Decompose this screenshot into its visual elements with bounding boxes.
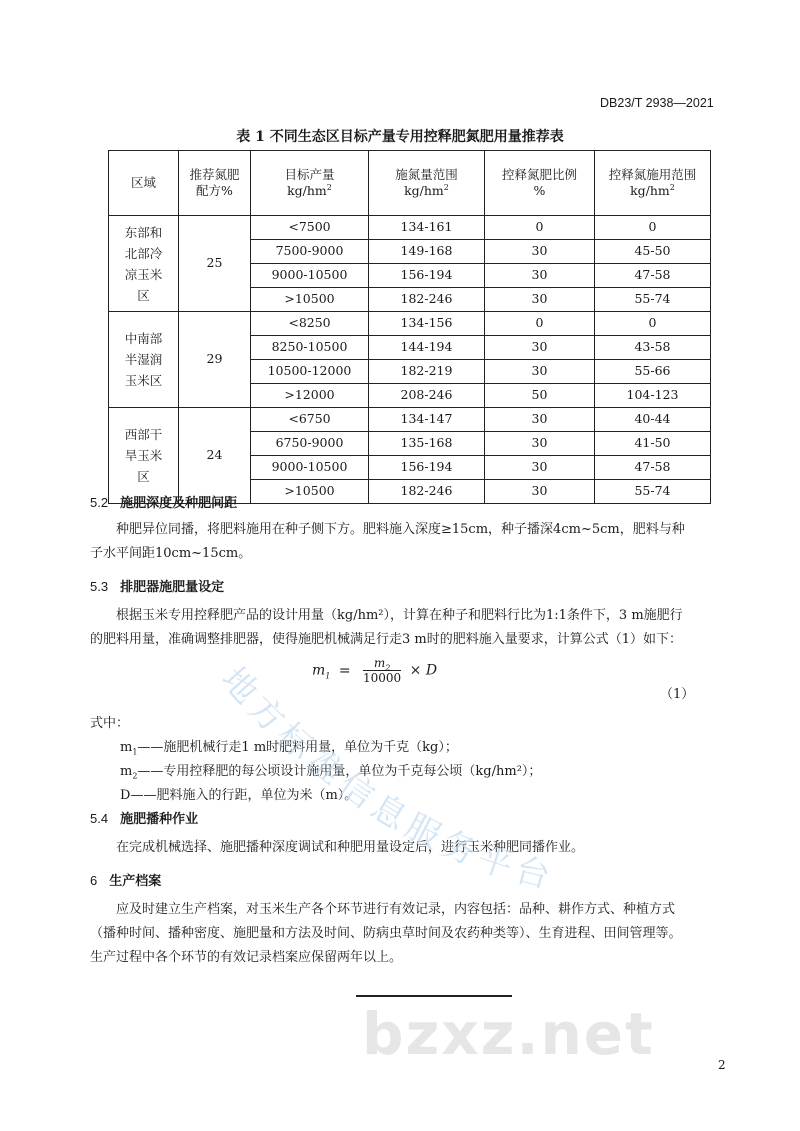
numerator-subscript: 2 bbox=[385, 663, 391, 673]
section-number: 5.4 bbox=[90, 811, 109, 826]
cell-release-range: 40-44 bbox=[595, 408, 711, 432]
paragraph-line: 根据玉米专用控释肥产品的设计用量（kg/hm²），计算在种子和肥料行比为1:1条件下，3 m施肥行 bbox=[116, 608, 683, 623]
header-target-unit: kg/hm bbox=[287, 183, 327, 198]
cell-target-yield: <7500 bbox=[251, 216, 369, 240]
header-range-unit: kg/hm bbox=[404, 183, 444, 198]
region-line: 半湿润 bbox=[124, 352, 163, 367]
cell-n-range: 149-168 bbox=[369, 240, 485, 264]
header-ratio-line1: 推荐氮肥 bbox=[189, 166, 240, 182]
document-code: DB23/T 2938—2021 bbox=[600, 96, 714, 110]
cell-release-range: 45-50 bbox=[595, 240, 711, 264]
section-title: 生产档案 bbox=[109, 873, 162, 888]
cell-release-range: 47-58 bbox=[595, 264, 711, 288]
page-number: 2 bbox=[718, 1058, 726, 1072]
cell-ratio: 29 bbox=[179, 312, 251, 408]
region-line: 中南部 bbox=[124, 331, 163, 346]
cell-release-ratio: 30 bbox=[485, 336, 595, 360]
header-ratio-line2: 配方% bbox=[196, 183, 233, 198]
paragraph-line: 应及时建立生产档案，对玉米生产各个环节进行有效记录，内容包括：品种、耕作方式、种植方式 bbox=[116, 902, 676, 917]
cell-n-range: 182-219 bbox=[369, 360, 485, 384]
cell-release-ratio: 30 bbox=[485, 240, 595, 264]
formula-equals: = bbox=[338, 662, 351, 679]
definition-text: ——肥料施入的行距，单位为米（m）。 bbox=[130, 788, 358, 803]
table-title: 表 1 不同生态区目标产量专用控释肥氮肥用量推荐表 bbox=[236, 129, 564, 145]
end-rule bbox=[356, 995, 512, 997]
definition-text: ——专用控释肥的每公顷设计施用量，单位为千克每公顷（kg/hm²）； bbox=[137, 764, 542, 779]
cell-ratio: 25 bbox=[179, 216, 251, 312]
paragraph-line: 在完成机械选择、施肥播种深度调试和种肥用量设定后，进行玉米种肥同播作业。 bbox=[116, 840, 585, 855]
cell-n-range: 134-156 bbox=[369, 312, 485, 336]
cell-release-ratio: 30 bbox=[485, 288, 595, 312]
paragraph-line: 种肥异位同播，将肥料施用在种子侧下方。肥料施入深度≥15cm，种子播深4cm~5cm，肥料与种 bbox=[116, 522, 685, 537]
formula-times-d: × D bbox=[409, 662, 438, 679]
table-row bbox=[109, 216, 711, 240]
cell-n-range: 182-246 bbox=[369, 480, 485, 504]
header-release-range-unit: kg/hm bbox=[630, 183, 670, 198]
cell-n-range: 182-246 bbox=[369, 288, 485, 312]
cell-target-yield: >10500 bbox=[251, 480, 369, 504]
region-line: 西部干 bbox=[124, 427, 163, 442]
cell-n-range: 134-161 bbox=[369, 216, 485, 240]
section-title: 施肥深度及种肥间距 bbox=[120, 495, 238, 510]
header-range-line1: 施氮量范围 bbox=[395, 166, 458, 182]
cell-n-range: 156-194 bbox=[369, 264, 485, 288]
section-6-heading bbox=[90, 870, 161, 889]
cell-target-yield: 10500-12000 bbox=[251, 360, 369, 384]
cell-release-range: 55-74 bbox=[595, 480, 711, 504]
cell-release-range: 41-50 bbox=[595, 432, 711, 456]
superscript-2: 2 bbox=[443, 182, 449, 192]
table-row bbox=[109, 312, 711, 336]
cell-region bbox=[109, 216, 179, 312]
cell-n-range: 135-168 bbox=[369, 432, 485, 456]
header-target-yield bbox=[251, 151, 369, 216]
watermark-arc-text: 地方标准信息服务平台 bbox=[213, 660, 560, 899]
region-line: 区 bbox=[137, 469, 150, 484]
where-label: 式中： bbox=[90, 716, 130, 731]
region-line: 凉玉米 bbox=[124, 266, 163, 282]
cell-n-range: 208-246 bbox=[369, 384, 485, 408]
section-title: 施肥播种作业 bbox=[120, 811, 199, 826]
region-line: 东部和 bbox=[124, 224, 163, 240]
cell-target-yield: 8250-10500 bbox=[251, 336, 369, 360]
cell-release-range: 43-58 bbox=[595, 336, 711, 360]
formula-lhs-subscript: 1 bbox=[325, 671, 331, 681]
section-5-2-paragraph bbox=[90, 518, 722, 566]
superscript-2: 2 bbox=[326, 182, 332, 192]
paragraph-line: 子水平间距10cm~15cm。 bbox=[90, 546, 252, 561]
cell-release-range: 104-123 bbox=[595, 384, 711, 408]
cell-release-ratio: 0 bbox=[485, 216, 595, 240]
section-number: 5.2 bbox=[90, 495, 109, 510]
paragraph-line: 的肥料用量，准确调整排肥器，使得施肥机械满足行走3 m时的肥料施入量要求，计算公式（1）如下： bbox=[90, 632, 683, 647]
region-line: 旱玉米 bbox=[124, 448, 163, 463]
watermark-arc bbox=[200, 660, 660, 920]
header-release-line1: 控释氮肥比例 bbox=[501, 166, 577, 182]
definition-symbol: D bbox=[120, 788, 131, 803]
paragraph-line: （播种时间、播种密度、施肥量和方法及时间、防病虫草时间及农药种类等）、生育进程、田间管理等。 bbox=[90, 926, 682, 941]
cell-release-ratio: 50 bbox=[485, 384, 595, 408]
cell-target-yield: 9000-10500 bbox=[251, 264, 369, 288]
cell-target-yield: <6750 bbox=[251, 408, 369, 432]
cell-release-range: 55-66 bbox=[595, 360, 711, 384]
table-row bbox=[109, 408, 711, 432]
cell-release-ratio: 30 bbox=[485, 360, 595, 384]
cell-target-yield: 7500-9000 bbox=[251, 240, 369, 264]
definition-symbol: m bbox=[120, 764, 133, 779]
section-5-2-heading bbox=[90, 492, 237, 511]
header-release-range-line1: 控释氮施用范围 bbox=[608, 166, 697, 182]
section-title: 排肥器施肥量设定 bbox=[120, 579, 225, 594]
cell-release-ratio: 30 bbox=[485, 408, 595, 432]
region-line: 玉米区 bbox=[124, 373, 163, 388]
superscript-2: 2 bbox=[669, 182, 675, 192]
equation-number: （1） bbox=[660, 687, 695, 702]
section-5-3-paragraph bbox=[90, 604, 722, 652]
cell-release-ratio: 30 bbox=[485, 480, 595, 504]
header-n-range bbox=[369, 151, 485, 216]
paragraph-line: 生产过程中各个环节的有效记录档案应保留两年以上。 bbox=[90, 950, 403, 965]
cell-release-ratio: 30 bbox=[485, 264, 595, 288]
cell-release-ratio: 30 bbox=[485, 432, 595, 456]
watermark-site: bzxz.net bbox=[362, 1000, 655, 1068]
cell-region bbox=[109, 408, 179, 504]
definition-text: ——施肥机械行走1 m时肥料用量，单位为千克（kg）； bbox=[137, 740, 458, 755]
header-target-line1: 目标产量 bbox=[284, 166, 335, 182]
region-line: 北部冷 bbox=[124, 245, 163, 261]
definition-subscript: 2 bbox=[132, 771, 138, 781]
section-5-4-heading bbox=[90, 808, 198, 827]
region-line: 区 bbox=[137, 287, 150, 303]
cell-release-ratio: 30 bbox=[485, 456, 595, 480]
fraction-denominator: 10000 bbox=[363, 671, 402, 685]
formula-lhs: m bbox=[312, 662, 326, 679]
section-number: 5.3 bbox=[90, 579, 109, 594]
numerator-symbol: m bbox=[373, 656, 386, 670]
cell-release-range: 0 bbox=[595, 216, 711, 240]
section-5-3-heading bbox=[90, 576, 224, 595]
cell-region bbox=[109, 312, 179, 408]
section-number: 6 bbox=[90, 873, 98, 888]
cell-target-yield: <8250 bbox=[251, 312, 369, 336]
cell-release-range: 0 bbox=[595, 312, 711, 336]
header-ratio bbox=[179, 151, 251, 216]
fertilizer-table bbox=[108, 150, 711, 504]
cell-n-range: 144-194 bbox=[369, 336, 485, 360]
cell-release-range: 55-74 bbox=[595, 288, 711, 312]
svg-text:地方标准信息服务平台 bbox=[213, 660, 559, 898]
header-region: 区域 bbox=[109, 151, 179, 216]
cell-target-yield: >12000 bbox=[251, 384, 369, 408]
cell-n-range: 156-194 bbox=[369, 456, 485, 480]
cell-target-yield: 6750-9000 bbox=[251, 432, 369, 456]
cell-n-range: 134-147 bbox=[369, 408, 485, 432]
cell-target-yield: 9000-10500 bbox=[251, 456, 369, 480]
table-header-row bbox=[109, 151, 711, 216]
cell-ratio: 24 bbox=[179, 408, 251, 504]
header-release-unit: % bbox=[533, 183, 546, 198]
definition-symbol: m bbox=[120, 740, 133, 755]
header-release-ratio bbox=[485, 151, 595, 216]
cell-target-yield: >10500 bbox=[251, 288, 369, 312]
header-release-range bbox=[595, 151, 711, 216]
definition-subscript: 1 bbox=[132, 747, 138, 757]
cell-release-ratio: 0 bbox=[485, 312, 595, 336]
cell-release-range: 47-58 bbox=[595, 456, 711, 480]
